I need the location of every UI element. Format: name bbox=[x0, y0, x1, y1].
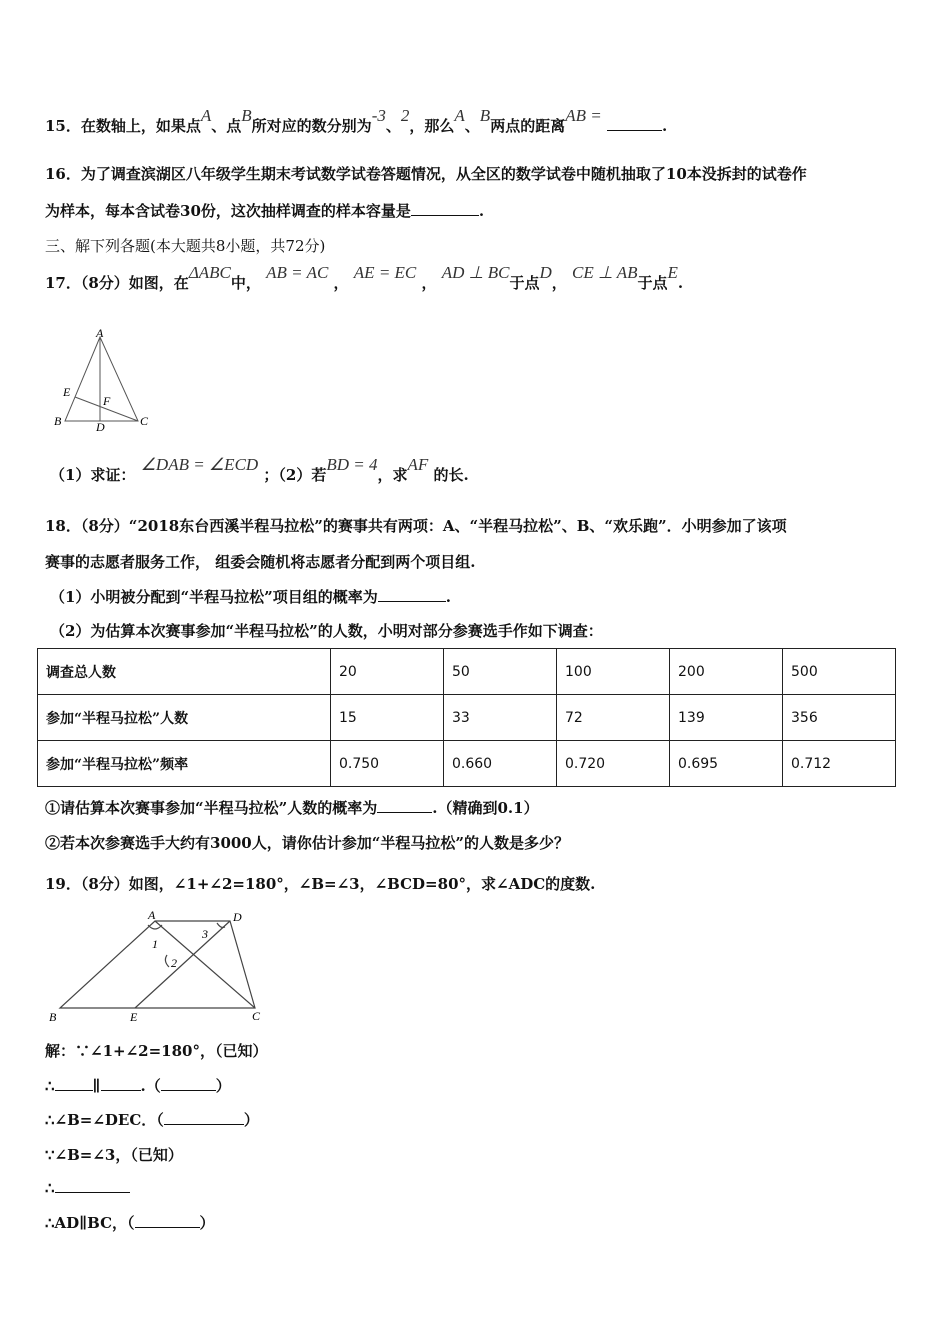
label: 1 bbox=[152, 937, 158, 951]
math: D bbox=[539, 263, 552, 282]
text: 为样本，每本含试卷30份，这次抽样调查的样本容量是 bbox=[45, 202, 411, 220]
math: ΔABC bbox=[188, 263, 231, 282]
label: A bbox=[148, 908, 156, 922]
question-15 bbox=[45, 106, 668, 136]
question-18-part2: （2）为估算本次赛事参加“半程马拉松”的人数，小明对部分参赛选手作如下调查： bbox=[50, 622, 603, 640]
question-18-line2: 赛事的志愿者服务工作， 组委会随机将志愿者分配到两个项目组. bbox=[45, 553, 476, 571]
question-17 bbox=[45, 263, 684, 293]
cell: 139 bbox=[670, 695, 783, 741]
text: ∴∠B=∠DEC．（ bbox=[45, 1111, 164, 1129]
math: CE ⊥ AB bbox=[572, 263, 638, 282]
text: 、 bbox=[464, 117, 480, 135]
cell: 50 bbox=[444, 649, 557, 695]
cell: 15 bbox=[331, 695, 444, 741]
text: ， bbox=[333, 274, 349, 292]
survey-table bbox=[37, 648, 896, 787]
text: 所对应的数分别为 bbox=[251, 117, 372, 135]
cell: 0.720 bbox=[557, 741, 670, 787]
label: B bbox=[54, 414, 62, 428]
question-16-line2 bbox=[45, 200, 484, 221]
math: AB = AC bbox=[266, 263, 329, 282]
math: A bbox=[454, 106, 465, 125]
label: E bbox=[63, 385, 71, 399]
answer-blank bbox=[411, 201, 479, 216]
text: 17．（8分）如图，在 bbox=[45, 274, 189, 292]
answer-blank bbox=[377, 798, 432, 813]
text: ∴AD∥BC，（ bbox=[45, 1214, 135, 1232]
text: ∴ bbox=[45, 1077, 55, 1095]
answer-blank bbox=[378, 587, 446, 602]
question-18-sub1 bbox=[45, 797, 539, 818]
text: 的长. bbox=[433, 466, 469, 484]
math: -3 bbox=[371, 106, 386, 125]
label: F bbox=[103, 394, 111, 408]
cell: 100 bbox=[557, 649, 670, 695]
text: 15．在数轴上，如果点 bbox=[45, 117, 201, 135]
text: 、点 bbox=[211, 117, 242, 135]
math: E bbox=[667, 263, 678, 282]
text: ） bbox=[243, 1111, 259, 1129]
text: （1）小明被分配到“半程马拉松”项目组的概率为 bbox=[50, 588, 378, 606]
label: 2 bbox=[171, 956, 177, 970]
text: ∴ bbox=[45, 1179, 55, 1197]
math: AF bbox=[407, 455, 429, 474]
solution-line-6 bbox=[45, 1212, 215, 1233]
answer-blank bbox=[161, 1076, 216, 1091]
text: . bbox=[677, 274, 684, 292]
cell: 0.750 bbox=[331, 741, 444, 787]
text: ∥ bbox=[92, 1077, 101, 1095]
label: D bbox=[96, 420, 105, 434]
text: ，求 bbox=[377, 466, 408, 484]
text: 、 bbox=[385, 117, 401, 135]
math: B bbox=[479, 106, 491, 125]
text: ） bbox=[215, 1077, 231, 1095]
text: . bbox=[661, 117, 668, 135]
table-row bbox=[38, 695, 896, 741]
math: 2 bbox=[400, 106, 410, 125]
answer-blank bbox=[607, 116, 662, 131]
question-19: 19．（8分）如图，∠1+∠2=180°，∠B=∠3，∠BCD=80°，求∠ADC的度数. bbox=[45, 875, 596, 893]
cell: 参加“半程马拉松”人数 bbox=[38, 695, 331, 741]
cell: 33 bbox=[444, 695, 557, 741]
triangle-figure bbox=[50, 325, 160, 435]
cell: 0.695 bbox=[670, 741, 783, 787]
cell: 0.660 bbox=[444, 741, 557, 787]
solution-line-2 bbox=[45, 1075, 231, 1096]
text: ；（2）若 bbox=[263, 466, 327, 484]
solution-line-1: 解：∵∠1+∠2=180°，（已知） bbox=[45, 1042, 268, 1060]
table-row bbox=[38, 741, 896, 787]
cell: 20 bbox=[331, 649, 444, 695]
table-row bbox=[38, 649, 896, 695]
math: B bbox=[241, 106, 252, 125]
answer-blank bbox=[164, 1110, 244, 1125]
math: A bbox=[200, 106, 212, 125]
cell: 72 bbox=[557, 695, 670, 741]
question-16-line1: 16．为了调查滨湖区八年级学生期末考试数学试卷答题情况，从全区的数学试卷中随机抽取了10本没拆封的试卷作 bbox=[45, 165, 807, 183]
text: 中， bbox=[230, 274, 261, 292]
text: ） bbox=[199, 1214, 215, 1232]
text: . bbox=[445, 588, 451, 606]
label: C bbox=[252, 1009, 261, 1023]
cell: 356 bbox=[783, 695, 896, 741]
answer-blank bbox=[55, 1178, 130, 1193]
cell: 调查总人数 bbox=[38, 649, 331, 695]
text: 于点 bbox=[509, 274, 540, 292]
math: BD = 4 bbox=[326, 455, 378, 474]
cell: 500 bbox=[783, 649, 896, 695]
math: ∠DAB = ∠ECD bbox=[140, 455, 259, 474]
question-18-sub2: ②若本次参赛选手大约有3000人，请你估计参加“半程马拉松”的人数是多少？ bbox=[45, 834, 570, 852]
text: （1）求证： bbox=[50, 466, 136, 484]
label: 3 bbox=[202, 927, 208, 941]
text: .（精确到0.1） bbox=[432, 799, 539, 817]
trapezoid-figure bbox=[45, 903, 275, 1028]
cell: 200 bbox=[670, 649, 783, 695]
cell: 0.712 bbox=[783, 741, 896, 787]
solution-line-5 bbox=[45, 1178, 130, 1197]
answer-blank bbox=[101, 1076, 141, 1091]
label: A bbox=[96, 326, 104, 340]
math: AD ⊥ BC bbox=[441, 263, 510, 282]
text: 于点 bbox=[637, 274, 668, 292]
question-18-part1 bbox=[50, 586, 451, 607]
answer-blank bbox=[55, 1076, 93, 1091]
text: ，那么 bbox=[409, 117, 455, 135]
text: .（ bbox=[140, 1077, 161, 1095]
text: ， bbox=[551, 274, 567, 292]
math: AE = EC bbox=[353, 263, 417, 282]
section-heading: 三、解下列各题(本大题共8小题，共72分) bbox=[45, 237, 326, 255]
math: AB = bbox=[565, 106, 602, 125]
text: ①请估算本次赛事参加“半程马拉松”人数的概率为 bbox=[45, 799, 378, 817]
text: ， bbox=[421, 274, 437, 292]
text: 两点的距离 bbox=[490, 117, 566, 135]
label: B bbox=[49, 1010, 57, 1024]
question-17-parts bbox=[50, 455, 469, 485]
solution-line-4: ∵∠B=∠3，（已知） bbox=[45, 1146, 183, 1164]
label: C bbox=[140, 414, 149, 428]
text: . bbox=[478, 202, 485, 220]
label: E bbox=[130, 1010, 138, 1024]
cell: 参加“半程马拉松”频率 bbox=[38, 741, 331, 787]
label: D bbox=[233, 910, 242, 924]
question-18-line1: 18．（8分）“2018东台西溪半程马拉松”的赛事共有两项：A、“半程马拉松”、B、“欢乐跑”．小明参加了该项 bbox=[45, 517, 787, 535]
solution-line-3 bbox=[45, 1109, 259, 1130]
answer-blank bbox=[135, 1213, 200, 1228]
